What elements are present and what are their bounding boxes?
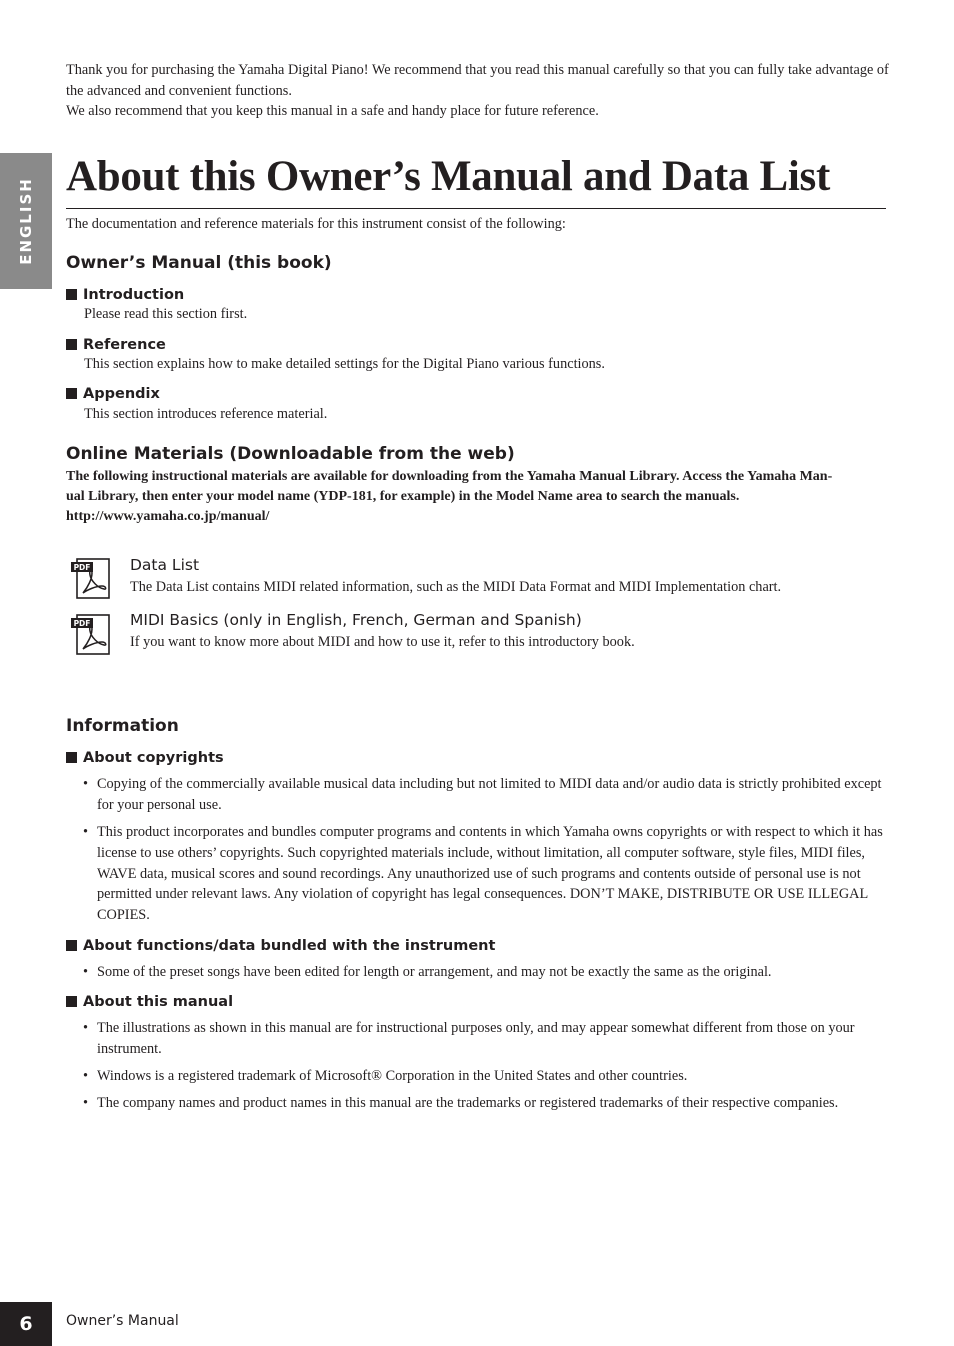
intro-line-2: We also recommend that you keep this manual in a safe and handy place for future reference.	[66, 103, 599, 120]
language-tab	[0, 153, 52, 289]
online-materials-heading: Online Materials (Downloadable from the web)	[66, 444, 515, 464]
section-text-reference: This section explains how to make detailed settings for the Digital Piano various functions.	[84, 356, 605, 372]
square-bullet-icon	[66, 289, 77, 300]
page-number-box	[0, 1302, 52, 1346]
intro-line-1: Thank you for purchasing the Yamaha Digital Piano! We recommend that you read this manual carefully so that you can fully take advantage of the advanced and convenient functions.	[66, 62, 889, 99]
language-tab-label: ENGLISH	[17, 177, 35, 265]
copyrights-list	[66, 774, 888, 932]
section-text-appendix: This section introduces reference material.	[84, 406, 328, 422]
list-item: • This product incorporates and bundles computer programs and contents in which Yamaha owns copyrights or with respect to which it has license to use others’ copyrights. Such copyrighted materials include, without limitation, all computer software, style files, MIDI files, WAVE data, musical scores and sound recordings. Any unauthorized use of such programs and contents outside of personal use is not permitted under relevant laws. Any violation of copyright has legal consequences. DON’T MAKE, DISTRIBUTE OR USE ILLEGAL COPIES.	[83, 823, 883, 924]
documentation-intro: The documentation and reference materials for this instrument consist of the following:	[66, 216, 566, 232]
list-item: • The company names and product names in this manual are the trademarks or registered trademarks of their respective companies.	[83, 1095, 839, 1112]
svg-text:PDF: PDF	[73, 563, 91, 572]
section-heading-reference: Reference	[66, 336, 166, 354]
pdf-icon[interactable]	[70, 557, 110, 604]
title-rule	[66, 208, 886, 209]
square-bullet-icon	[66, 339, 77, 350]
section-heading-functions: About functions/data bundled with the instrument	[66, 937, 495, 955]
square-bullet-icon	[66, 996, 77, 1007]
manual-list	[66, 1018, 888, 1120]
section-heading-appendix: Appendix	[66, 385, 160, 403]
square-bullet-icon	[66, 940, 77, 951]
square-bullet-icon	[66, 388, 77, 399]
midi-basics-title: MIDI Basics (only in English, French, German and Spanish)	[130, 611, 582, 629]
section-text-introduction: Please read this section first.	[84, 306, 248, 322]
list-item: • Windows is a registered trademark of Microsoft® Corporation in the United States and other countries.	[83, 1067, 688, 1084]
online-line-1: The following instructional materials are available for downloading from the Yamaha Manual Library. Access the Yamaha Man-	[66, 469, 833, 484]
page-title: About this Owner’s Manual and Data List	[66, 153, 830, 200]
section-heading-manual: About this manual	[66, 993, 233, 1011]
manual-library-url[interactable]: http://www.yamaha.co.jp/manual/	[66, 509, 270, 524]
data-list-description: The Data List contains MIDI related information, such as the MIDI Data Format and MIDI Implementation chart.	[130, 579, 782, 595]
information-heading: Information	[66, 716, 179, 736]
intro-text	[66, 60, 896, 122]
footer-label: Owner’s Manual	[66, 1313, 179, 1329]
owners-manual-heading: Owner’s Manual (this book)	[66, 253, 332, 273]
page-number: 6	[19, 1313, 33, 1335]
pdf-icon[interactable]	[70, 613, 110, 660]
section-heading-introduction: Introduction	[66, 286, 184, 304]
midi-basics-description: If you want to know more about MIDI and how to use it, refer to this introductory book.	[130, 634, 635, 650]
square-bullet-icon	[66, 752, 77, 763]
data-list-title: Data List	[130, 556, 200, 574]
svg-text:PDF: PDF	[73, 619, 91, 628]
list-item: • Copying of the commercially available musical data including but not limited to MIDI data and/or audio data is strictly prohibited except for your personal use.	[83, 776, 882, 813]
list-item: • Some of the preset songs have been edited for length or arrangement, and may not be exactly the same as the original.	[83, 964, 772, 980]
online-line-2: ual Library, then enter your model name (YDP-181, for example) in the Model Name area to search the manuals.	[66, 489, 740, 504]
section-heading-copyrights: About copyrights	[66, 749, 224, 767]
online-materials-description	[66, 467, 906, 527]
list-item: • The illustrations as shown in this manual are for instructional purposes only, and may appear somewhat different from those on your instrument.	[83, 1020, 855, 1057]
functions-list	[66, 962, 888, 989]
